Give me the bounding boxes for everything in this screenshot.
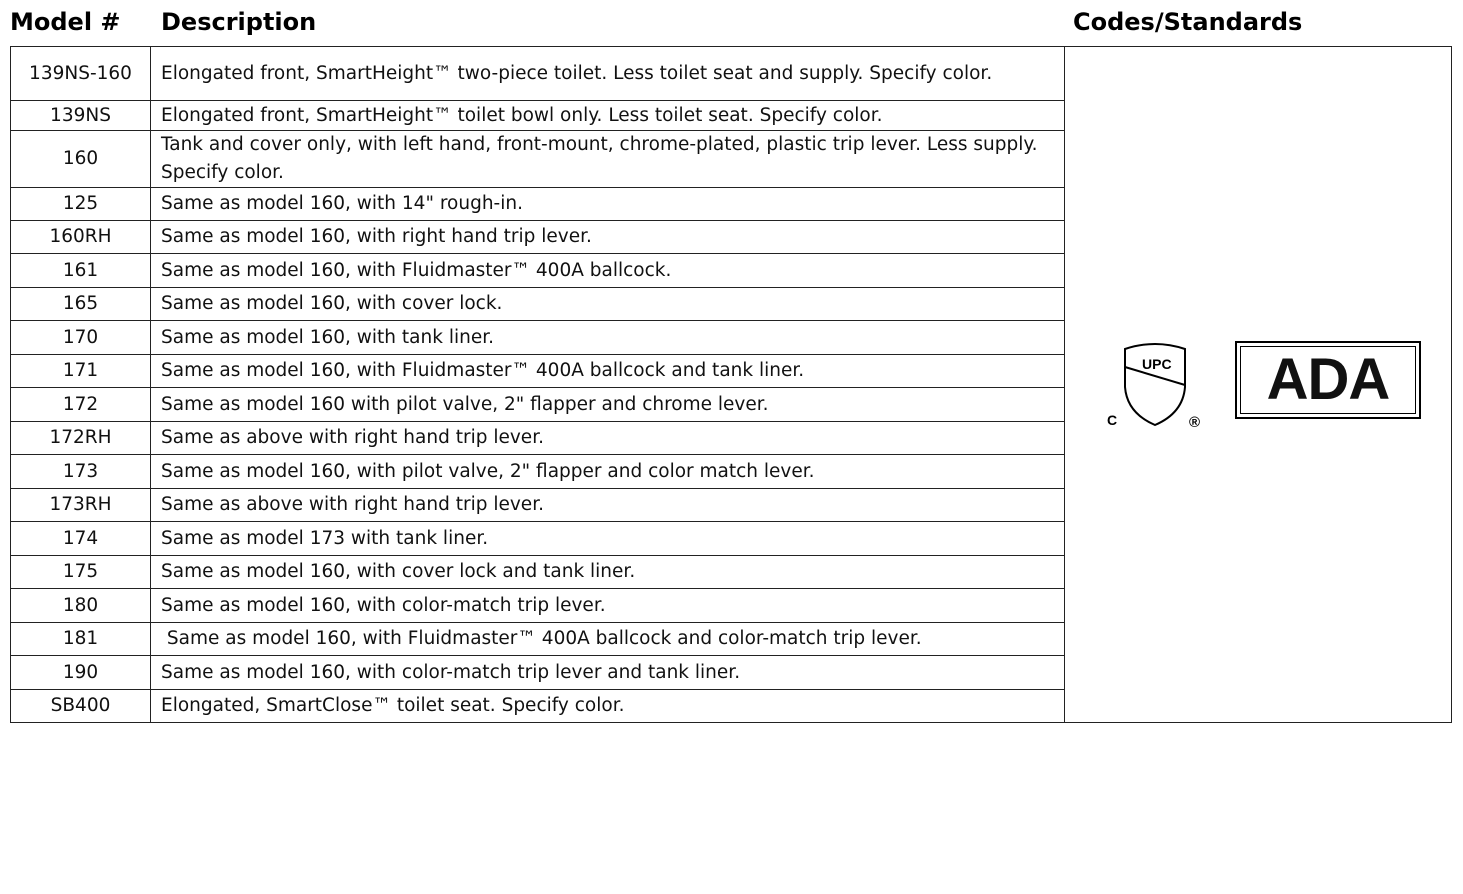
model-number: 170 <box>11 321 151 355</box>
codes-column-header: Codes/Standards <box>1073 8 1303 36</box>
model-description: Same as model 160, with Fluidmaster™ 400A ballcock. <box>151 254 1065 288</box>
model-number: 173 <box>11 455 151 489</box>
model-description: Same as model 160, with Fluidmaster™ 400A ballcock and tank liner. <box>151 355 1065 388</box>
model-number: 125 <box>11 188 151 221</box>
model-description: Same as model 160 with pilot valve, 2" flapper and chrome lever. <box>151 388 1065 422</box>
upc-c-mark: C <box>1107 411 1118 428</box>
model-description: Same as model 160, with tank liner. <box>151 321 1065 355</box>
model-number: 172RH <box>11 422 151 455</box>
table-row <box>11 47 1452 101</box>
model-number: 160 <box>11 131 151 188</box>
model-column-header: Model # <box>10 8 121 36</box>
model-description: Elongated, SmartClose™ toilet seat. Specify color. <box>151 690 1065 723</box>
ada-logo <box>1235 341 1421 419</box>
model-number: 190 <box>11 656 151 690</box>
model-description: Same as model 160, with 14" rough-in. <box>151 188 1065 221</box>
model-description: Same as model 160, with pilot valve, 2" flapper and color match lever. <box>151 455 1065 489</box>
upc-text: UPC <box>1142 355 1172 372</box>
codes-standards-cell <box>1065 47 1452 723</box>
model-description: Elongated front, SmartHeight™ toilet bowl only. Less toilet seat. Specify color. <box>151 101 1065 131</box>
model-description: Same as model 160, with right hand trip lever. <box>151 221 1065 254</box>
model-number: 139NS <box>11 101 151 131</box>
model-description: Same as model 160, with cover lock and tank liner. <box>151 556 1065 589</box>
model-description: Same as model 173 with tank liner. <box>151 522 1065 556</box>
ada-text: ADA <box>1240 346 1416 414</box>
model-spec-table <box>10 46 1452 723</box>
model-number: 165 <box>11 288 151 321</box>
model-description: Same as model 160, with cover lock. <box>151 288 1065 321</box>
model-number: 175 <box>11 556 151 589</box>
certification-logos <box>1065 335 1451 435</box>
model-number: 173RH <box>11 489 151 522</box>
model-number: 174 <box>11 522 151 556</box>
model-number: 139NS-160 <box>11 47 151 101</box>
upc-certification-logo <box>1105 341 1205 431</box>
model-number: SB400 <box>11 690 151 723</box>
model-number: 181 <box>11 623 151 656</box>
model-description: Same as above with right hand trip lever. <box>151 489 1065 522</box>
model-number: 160RH <box>11 221 151 254</box>
model-description: Elongated front, SmartHeight™ two-piece toilet. Less toilet seat and supply. Specify color. <box>151 47 1065 101</box>
model-number: 171 <box>11 355 151 388</box>
model-description: Same as model 160, with color-match trip lever and tank liner. <box>151 656 1065 690</box>
model-description: Same as model 160, with color-match trip lever. <box>151 589 1065 623</box>
model-description: Same as above with right hand trip lever. <box>151 422 1065 455</box>
model-description: Same as model 160, with Fluidmaster™ 400A ballcock and color-match trip lever. <box>151 623 1065 656</box>
registered-mark: ® <box>1189 413 1201 431</box>
model-number: 161 <box>11 254 151 288</box>
model-number: 180 <box>11 589 151 623</box>
description-column-header: Description <box>161 8 317 36</box>
model-description: Tank and cover only, with left hand, front-mount, chrome-plated, plastic trip lever. Less supply. Specify color. <box>151 131 1065 188</box>
model-number: 172 <box>11 388 151 422</box>
